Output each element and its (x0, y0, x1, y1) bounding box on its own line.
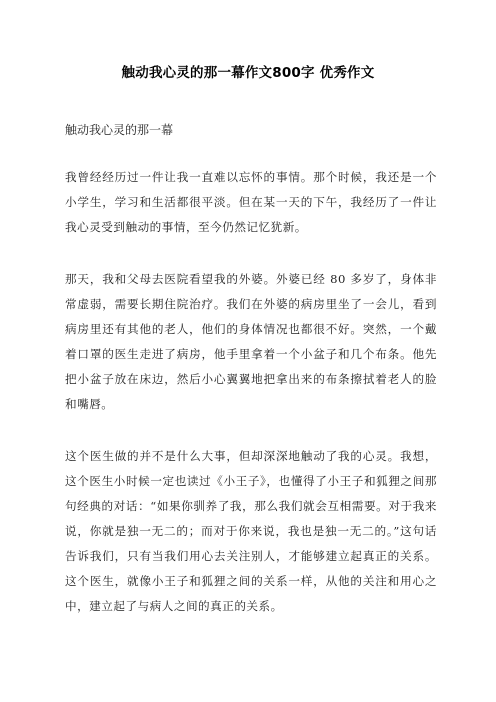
document-title: 触动我心灵的那一幕作文800字 优秀作文 (121, 65, 375, 81)
document-subtitle: 触动我心灵的那一幕 (65, 123, 174, 137)
paragraph-1: 我曾经经历过一件让我一直难以忘怀的事情。那个时候，我还是一个小学生，学习和生活都很平淡。但在某一天的下午，我经历了一件让我心灵受到触动的事情，至今仍然记忆犹新。 (65, 170, 437, 234)
paragraph-3: 这个医生做的并不是什么大事，但却深深地触动了我的心灵。我想，这个医生小时候一定也读过《小王子》，也懂得了小王子和狐狸之间那句经典的对话：“如果你驯养了我，那么我们就会互相需要。对于我来说，你就是独一无二的；而对于你来说，我也是独一无二的。”这句话告诉我们，只有当我们用心去关注别人，才能够建立起真正的关系。这个医生，就像小王子和狐狸之间的关系一样，从他的关注和用心之中，建立起了与病人之间的真正的关系。 (65, 449, 437, 613)
paragraph-2: 那天，我和父母去医院看望我的外婆。外婆已经 80 多岁了，身体非常虚弱，需要长期住院治疗。我们在外婆的病房里坐了一会儿，看到病房里还有其他的老人，他们的身体情况也都很不好。突然，一个戴着口罩的医生走进了病房，他手里拿着一个小盆子和几个布条。他先把小盆子放在床边，然后小心翼翼地把拿出来的布条擦拭着老人的脸和嘴唇。 (65, 272, 437, 411)
